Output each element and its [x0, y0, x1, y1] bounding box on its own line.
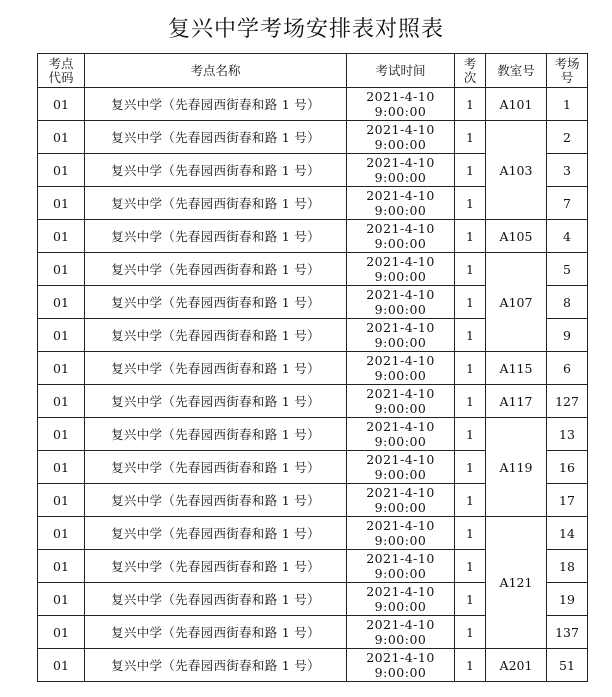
table-row: [38, 220, 588, 253]
exam-hall-cell: 8: [547, 286, 588, 319]
exam-hall-cell: 17: [547, 484, 588, 517]
session-cell: 1: [455, 319, 486, 352]
site-code-cell: 01: [38, 616, 85, 649]
site-code-cell: 01: [38, 220, 85, 253]
site-code-cell: 01: [38, 253, 85, 286]
header-site-code: 考点 代码: [38, 54, 85, 88]
exam-hall-cell: 51: [547, 649, 588, 682]
session-cell: 1: [455, 451, 486, 484]
exam-date: 2021-4-10: [366, 188, 435, 203]
classroom-cell: A201: [486, 649, 547, 682]
site-code-cell: 01: [38, 517, 85, 550]
exam-date: 2021-4-10: [366, 419, 435, 434]
exam-clock: 9:00:00: [374, 203, 427, 218]
table-row: [38, 88, 588, 121]
exam-date: 2021-4-10: [366, 650, 435, 665]
classroom-cell: A121: [486, 517, 547, 649]
exam-time-cell: [347, 319, 455, 352]
site-name-cell: 复兴中学（先春园西街春和路 1 号）: [85, 154, 347, 187]
site-code-cell: 01: [38, 319, 85, 352]
exam-clock: 9:00:00: [374, 401, 427, 416]
exam-clock: 9:00:00: [374, 368, 427, 383]
exam-date: 2021-4-10: [366, 122, 435, 137]
exam-arrangement-table: [37, 53, 588, 682]
exam-hall-cell: 14: [547, 517, 588, 550]
site-name-cell: 复兴中学（先春园西街春和路 1 号）: [85, 583, 347, 616]
classroom-cell: A107: [486, 253, 547, 352]
exam-clock: 9:00:00: [374, 566, 427, 581]
exam-date: 2021-4-10: [366, 89, 435, 104]
exam-time-cell: [347, 550, 455, 583]
site-code-cell: 01: [38, 583, 85, 616]
site-name-cell: 复兴中学（先春园西街春和路 1 号）: [85, 517, 347, 550]
exam-hall-cell: 4: [547, 220, 588, 253]
exam-date: 2021-4-10: [366, 221, 435, 236]
site-name-cell: 复兴中学（先春园西街春和路 1 号）: [85, 253, 347, 286]
site-code-cell: 01: [38, 286, 85, 319]
exam-date: 2021-4-10: [366, 584, 435, 599]
session-cell: 1: [455, 154, 486, 187]
exam-hall-cell: 127: [547, 385, 588, 418]
exam-hall-cell: 6: [547, 352, 588, 385]
site-name-cell: 复兴中学（先春园西街春和路 1 号）: [85, 319, 347, 352]
header-site-name: 考点名称: [85, 54, 347, 88]
exam-clock: 9:00:00: [374, 533, 427, 548]
exam-hall-cell: 3: [547, 154, 588, 187]
site-code-cell: 01: [38, 187, 85, 220]
classroom-cell: A115: [486, 352, 547, 385]
site-name-cell: 复兴中学（先春园西街春和路 1 号）: [85, 352, 347, 385]
session-cell: 1: [455, 484, 486, 517]
exam-date: 2021-4-10: [366, 386, 435, 401]
session-cell: 1: [455, 187, 486, 220]
exam-time-cell: [347, 517, 455, 550]
classroom-cell: A101: [486, 88, 547, 121]
classroom-cell: A117: [486, 385, 547, 418]
exam-clock: 9:00:00: [374, 302, 427, 317]
session-cell: 1: [455, 220, 486, 253]
session-cell: 1: [455, 517, 486, 550]
exam-time-cell: [347, 253, 455, 286]
header-exam-hall: 考场 号: [547, 54, 588, 88]
site-code-cell: 01: [38, 352, 85, 385]
exam-clock: 9:00:00: [374, 500, 427, 515]
table-row: [38, 649, 588, 682]
exam-hall-cell: 137: [547, 616, 588, 649]
session-cell: 1: [455, 649, 486, 682]
exam-clock: 9:00:00: [374, 632, 427, 647]
exam-clock: 9:00:00: [374, 104, 427, 119]
site-code-cell: 01: [38, 649, 85, 682]
page-title: 复兴中学考场安排表对照表: [167, 17, 444, 42]
exam-clock: 9:00:00: [374, 137, 427, 152]
exam-date: 2021-4-10: [366, 320, 435, 335]
session-cell: 1: [455, 286, 486, 319]
exam-clock: 9:00:00: [374, 335, 427, 350]
exam-date: 2021-4-10: [366, 155, 435, 170]
exam-clock: 9:00:00: [374, 467, 427, 482]
exam-clock: 9:00:00: [374, 665, 427, 680]
exam-time-cell: [347, 616, 455, 649]
exam-time-cell: [347, 583, 455, 616]
exam-clock: 9:00:00: [374, 269, 427, 284]
site-code-cell: 01: [38, 484, 85, 517]
exam-date: 2021-4-10: [366, 452, 435, 467]
exam-time-cell: [347, 418, 455, 451]
exam-clock: 9:00:00: [374, 599, 427, 614]
header-session: 考 次: [455, 54, 486, 88]
exam-date: 2021-4-10: [366, 254, 435, 269]
site-name-cell: 复兴中学（先春园西街春和路 1 号）: [85, 385, 347, 418]
site-name-cell: 复兴中学（先春园西街春和路 1 号）: [85, 616, 347, 649]
table-header-row: [38, 54, 588, 88]
site-code-cell: 01: [38, 418, 85, 451]
exam-time-cell: [347, 286, 455, 319]
site-name-cell: 复兴中学（先春园西街春和路 1 号）: [85, 220, 347, 253]
exam-date: 2021-4-10: [366, 518, 435, 533]
exam-clock: 9:00:00: [374, 170, 427, 185]
exam-hall-cell: 19: [547, 583, 588, 616]
header-exam-time: 考试时间: [347, 54, 455, 88]
classroom-cell: A103: [486, 121, 547, 220]
site-code-cell: 01: [38, 88, 85, 121]
exam-time-cell: [347, 154, 455, 187]
exam-hall-cell: 18: [547, 550, 588, 583]
site-name-cell: 复兴中学（先春园西街春和路 1 号）: [85, 484, 347, 517]
exam-date: 2021-4-10: [366, 353, 435, 368]
site-code-cell: 01: [38, 451, 85, 484]
exam-hall-cell: 7: [547, 187, 588, 220]
site-name-cell: 复兴中学（先春园西街春和路 1 号）: [85, 187, 347, 220]
exam-hall-cell: 5: [547, 253, 588, 286]
session-cell: 1: [455, 583, 486, 616]
exam-time-cell: [347, 484, 455, 517]
session-cell: 1: [455, 550, 486, 583]
table-row: [38, 385, 588, 418]
table-row: [38, 352, 588, 385]
site-name-cell: 复兴中学（先春园西街春和路 1 号）: [85, 418, 347, 451]
exam-clock: 9:00:00: [374, 434, 427, 449]
exam-time-cell: [347, 451, 455, 484]
exam-hall-cell: 9: [547, 319, 588, 352]
table-row: [38, 253, 588, 286]
site-code-cell: 01: [38, 550, 85, 583]
exam-time-cell: [347, 220, 455, 253]
session-cell: 1: [455, 253, 486, 286]
exam-time-cell: [347, 187, 455, 220]
exam-time-cell: [347, 649, 455, 682]
session-cell: 1: [455, 616, 486, 649]
site-name-cell: 复兴中学（先春园西街春和路 1 号）: [85, 550, 347, 583]
session-cell: 1: [455, 385, 486, 418]
site-name-cell: 复兴中学（先春园西街春和路 1 号）: [85, 451, 347, 484]
exam-date: 2021-4-10: [366, 287, 435, 302]
exam-time-cell: [347, 385, 455, 418]
exam-hall-cell: 2: [547, 121, 588, 154]
session-cell: 1: [455, 418, 486, 451]
session-cell: 1: [455, 352, 486, 385]
classroom-cell: A105: [486, 220, 547, 253]
table-row: [38, 121, 588, 154]
site-code-cell: 01: [38, 154, 85, 187]
exam-time-cell: [347, 88, 455, 121]
exam-date: 2021-4-10: [366, 617, 435, 632]
exam-hall-cell: 1: [547, 88, 588, 121]
exam-hall-cell: 13: [547, 418, 588, 451]
exam-time-cell: [347, 352, 455, 385]
site-name-cell: 复兴中学（先春园西街春和路 1 号）: [85, 286, 347, 319]
classroom-cell: A119: [486, 418, 547, 517]
site-name-cell: 复兴中学（先春园西街春和路 1 号）: [85, 649, 347, 682]
table-row: [38, 517, 588, 550]
site-name-cell: 复兴中学（先春园西街春和路 1 号）: [85, 121, 347, 154]
site-name-cell: 复兴中学（先春园西街春和路 1 号）: [85, 88, 347, 121]
table-row: [38, 418, 588, 451]
exam-date: 2021-4-10: [366, 485, 435, 500]
header-classroom: 教室号: [486, 54, 547, 88]
exam-clock: 9:00:00: [374, 236, 427, 251]
session-cell: 1: [455, 88, 486, 121]
session-cell: 1: [455, 121, 486, 154]
exam-hall-cell: 16: [547, 451, 588, 484]
exam-date: 2021-4-10: [366, 551, 435, 566]
site-code-cell: 01: [38, 385, 85, 418]
exam-time-cell: [347, 121, 455, 154]
site-code-cell: 01: [38, 121, 85, 154]
